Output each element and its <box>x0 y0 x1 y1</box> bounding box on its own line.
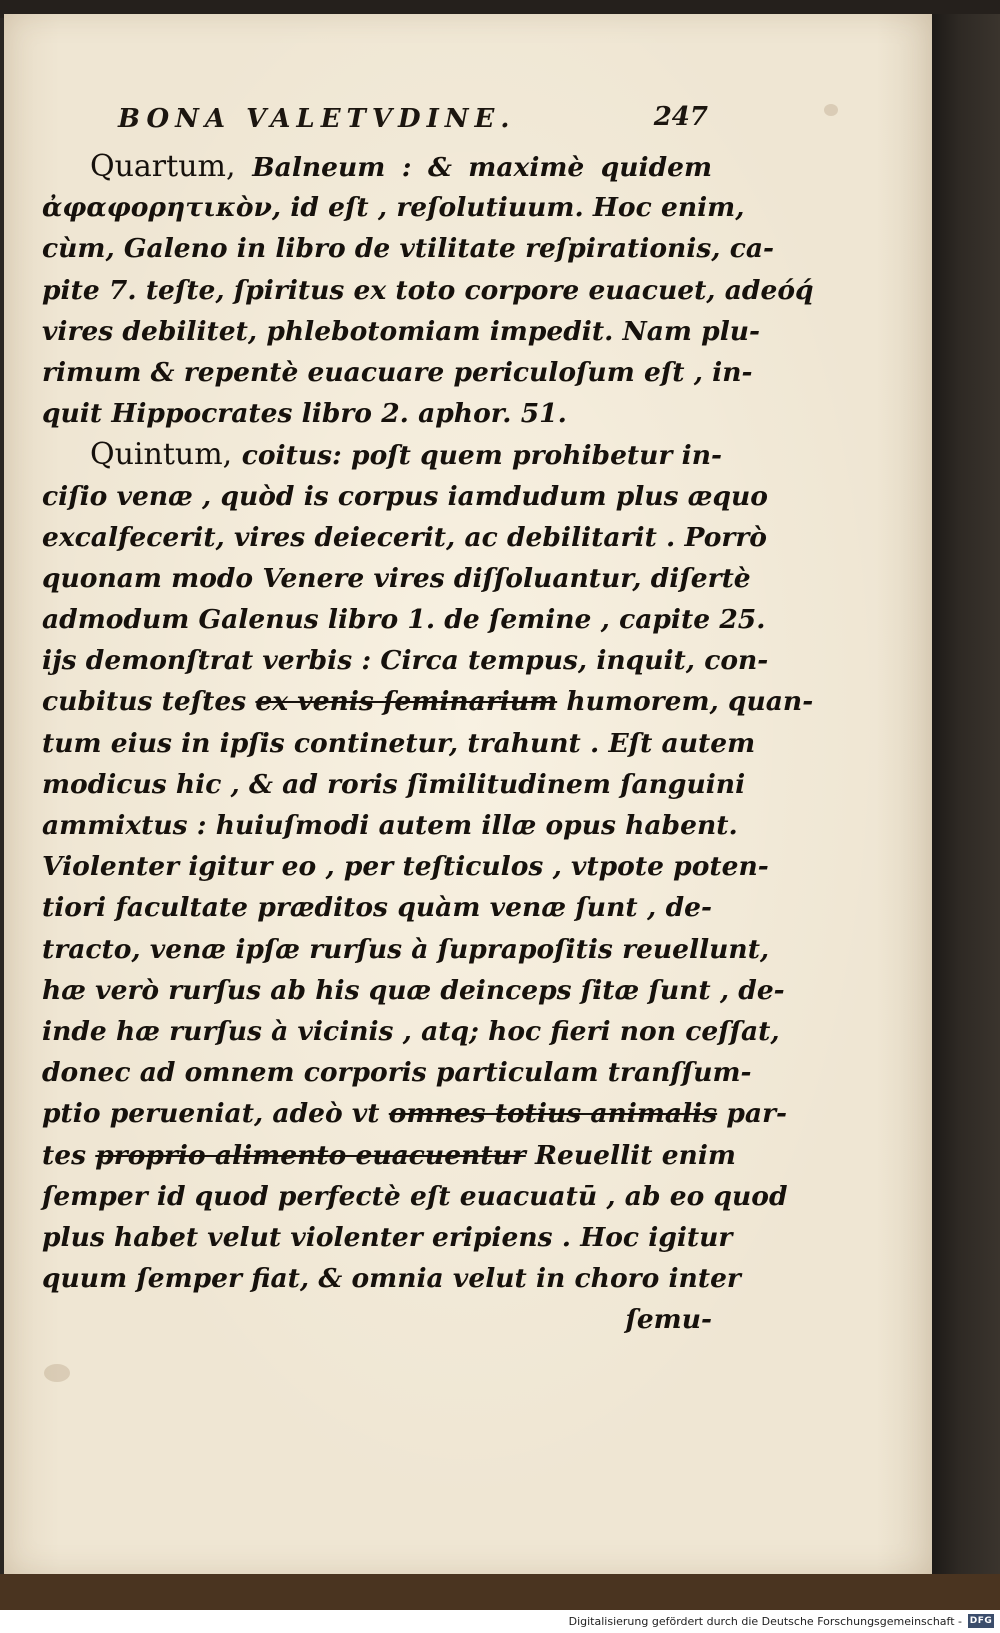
scan-background-bottom <box>0 1574 1000 1610</box>
dfg-logo: DFG <box>969 1616 993 1626</box>
text-line <box>42 1011 780 1052</box>
text-line <box>42 1176 788 1217</box>
text-segment: ciſio venæ , quòd is corpus iamdudum plus æquo <box>42 480 768 512</box>
text-segment: tiori facultate præditos quàm venæ ſunt , de- <box>42 892 712 924</box>
text-line <box>42 805 738 846</box>
text-segment: vires debilitet, phlebotomiam impedit. Nam plu- <box>42 315 761 347</box>
text-segment: Quartum, <box>90 149 253 184</box>
struck-text: proprio alimento euacuentur <box>95 1139 526 1171</box>
text-line <box>42 558 751 599</box>
text-line <box>42 270 814 311</box>
text-segment: quonam modo Venere vires diſſoluantur, diſertè <box>42 562 751 594</box>
text-line <box>42 146 712 187</box>
struck-text: omnes totius animalis <box>388 1098 718 1130</box>
text-segment: hæ verò rurſus ab his quæ deinceps ſitæ ſunt , de- <box>42 974 785 1006</box>
text-line <box>42 187 745 228</box>
struck-text: ex venis ſeminarium <box>255 686 558 718</box>
running-head: BONA VALETVDINE. <box>118 104 516 134</box>
text-segment: par- <box>717 1098 788 1130</box>
digitization-credit: Digitalisierung gefördert durch die Deutsche Forschungsgemeinschaft - <box>568 1615 962 1628</box>
text-segment: ſemper id quod perfectè eſt euacuatū , ab eo quod <box>42 1180 788 1212</box>
text-segment: humorem, quan- <box>557 686 814 718</box>
text-segment: excalfecerit, vires deiecerit, ac debilitarit . Porrò <box>42 521 767 553</box>
text-line <box>42 970 785 1011</box>
text-segment: quit Hippocrates libro 2. aphor. 51. <box>42 398 567 430</box>
text-segment: cùm, Galeno in libro de vtilitate reſpirationis, ca- <box>42 233 775 265</box>
page-header <box>118 98 708 142</box>
text-segment: Quintum, <box>90 437 242 473</box>
text-line <box>42 1258 741 1299</box>
text-line <box>42 1052 752 1093</box>
text-segment: ptio perueniat, adeò vt <box>42 1098 389 1130</box>
text-segment: rimum & repentè euacuare periculoſum eſt , in- <box>42 356 753 388</box>
text-segment: tum eius in ipſis continetur, trahunt . Eſt autem <box>42 727 756 759</box>
text-line <box>42 681 814 722</box>
paper-stain <box>44 1364 70 1382</box>
text-line <box>42 1135 736 1176</box>
text-line <box>42 1299 712 1340</box>
text-segment: tracto, venæ ipſæ rurſus à ſuprapoſitis reuellunt, <box>42 933 770 965</box>
text-line <box>42 640 769 681</box>
text-segment: plus habet velut violenter eripiens . Hoc igitur <box>42 1221 733 1253</box>
text-line <box>42 723 756 764</box>
text-segment: Reuellit enim <box>525 1139 736 1171</box>
text-line <box>42 476 768 517</box>
text-segment: tes <box>42 1139 96 1171</box>
text-segment: pite 7. teſte, ſpiritus ex toto corpore euacuet, adeóq́ <box>42 274 814 306</box>
text-line <box>42 887 712 928</box>
body-text <box>42 146 814 1340</box>
text-line <box>42 1217 733 1258</box>
text-segment: quum ſemper fiat, & omnia velut in choro inter <box>42 1263 741 1295</box>
text-segment: ſemu- <box>625 1304 712 1336</box>
text-segment: inde hæ rurſus à vicinis , atq; hoc fieri non ceſſat, <box>42 1015 780 1047</box>
text-line <box>42 228 775 269</box>
text-line <box>42 764 746 805</box>
text-segment: ἀφαφορητικὸν, id eſt , reſolutiuum. Hoc enim, <box>42 192 745 224</box>
book-edge <box>932 14 1000 1574</box>
text-segment: donec ad omnem corporis particulam tranſſum- <box>42 1057 752 1089</box>
text-line <box>42 311 761 352</box>
text-line <box>42 352 753 393</box>
text-line <box>42 929 770 970</box>
text-segment: ijs demonſtrat verbis : Circa tempus, inquit, con- <box>42 645 769 677</box>
text-segment: coitus: poſt quem prohibetur in- <box>241 440 722 472</box>
text-segment: Balneum : & maximè quidem <box>252 152 712 183</box>
text-line <box>42 1093 788 1134</box>
paper-stain <box>824 104 838 116</box>
text-line <box>42 393 712 434</box>
text-segment: modicus hic , & ad roris ſimilitudinem ſanguini <box>42 768 746 800</box>
text-segment: admodum Galenus libro 1. de ſemine , capite 25. <box>42 604 766 636</box>
text-line <box>42 434 722 475</box>
page-number: 247 <box>653 102 708 132</box>
text-segment: cubitus teſtes <box>42 686 256 718</box>
text-line <box>42 599 766 640</box>
text-line <box>42 846 769 887</box>
text-segment: Violenter igitur eo , per teſticulos , vtpote poten- <box>42 851 769 883</box>
text-segment: ammixtus : huiuſmodi autem illæ opus habent. <box>42 810 738 841</box>
text-line <box>42 517 767 558</box>
